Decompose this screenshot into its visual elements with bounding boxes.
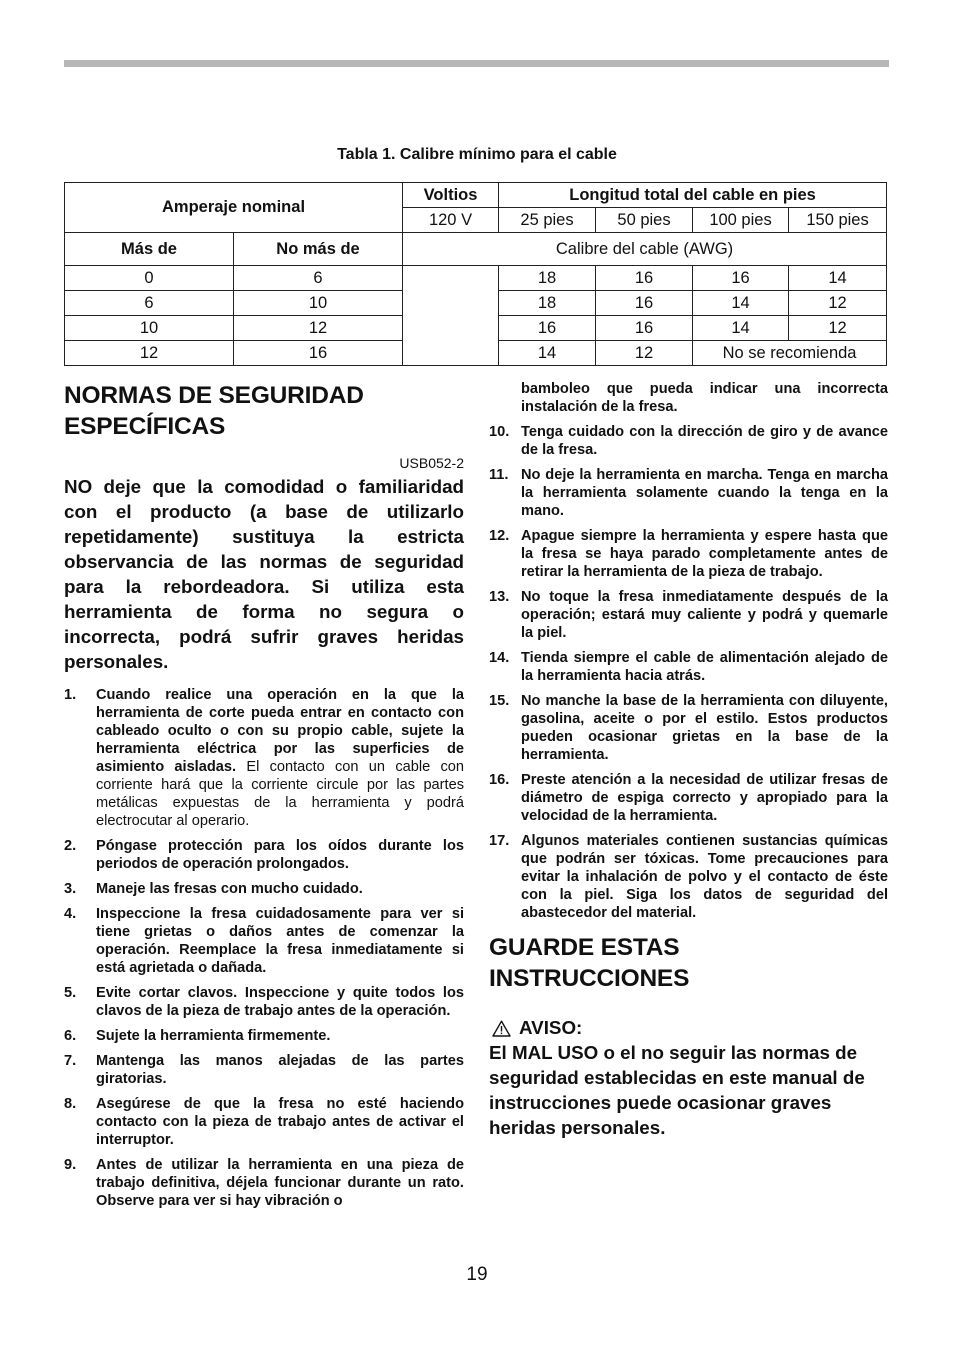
cell-nomas: 6 — [234, 266, 403, 291]
cell-gauge: 12 — [596, 341, 693, 366]
cell-mas: 10 — [65, 316, 234, 341]
header-amperaje: Amperaje nominal — [65, 183, 403, 233]
list-item: 10. Tenga cuidado con la dirección de giro y de avance de la fresa. — [489, 424, 888, 458]
cell-mas: 12 — [65, 341, 234, 366]
list-item: 9. Antes de utilizar la herramienta en una pieza de trabajo definitiva, déjela funcionar durante un rato. Observe para ver si hay vibración o — [64, 1157, 464, 1209]
cell-gauge: 14 — [789, 266, 887, 291]
aviso-label: AVISO: — [519, 1017, 583, 1038]
header-length: 50 pies — [596, 208, 693, 233]
header-calibre: Calibre del cable (AWG) — [403, 233, 887, 266]
cell-gauge: 14 — [499, 341, 596, 366]
list-item: 2. Póngase protección para los oídos durante los periodos de operación prolongados. — [64, 838, 464, 872]
list-item: 4. Inspeccione la fresa cuidadosamente para ver si tiene grietas o daños antes de comenzar la operación. Reemplace la fresa inmediatamente si está agrietada o dañada. — [64, 906, 464, 976]
list-item: 7. Mantenga las manos alejadas de las partes giratorias. — [64, 1053, 464, 1087]
left-column — [64, 380, 464, 1217]
list-item: 1. Cuando realice una operación en la que la herramienta de corte pueda entrar en contacto con cableado oculto o con su propio cable, sujete la herramienta eléctrica por las superficies de asimiento aisladas. El contacto con un cable con corriente hará que la corriente circule por las partes metálicas expuestas de la herramienta y podrá electrocutar al operario. — [64, 687, 465, 829]
safety-list-left — [64, 686, 464, 1210]
cell-gauge: 16 — [596, 266, 693, 291]
section-title-normas: NORMAS DE SEGURIDAD ESPECÍFICAS — [64, 382, 364, 440]
cell-nomas: 10 — [234, 291, 403, 316]
cell-gauge: 16 — [596, 291, 693, 316]
header-no-mas-de: No más de — [234, 233, 403, 266]
cell-gauge: 12 — [789, 291, 887, 316]
cell-gauge: 16 — [693, 266, 789, 291]
list-item-9-continued: bamboleo que pueda indicar una incorrecta instalación de la fresa. — [521, 381, 888, 415]
cell-gauge: 14 — [693, 316, 789, 341]
cell-gauge: 16 — [596, 316, 693, 341]
header-length: 150 pies — [789, 208, 887, 233]
cell-nomas: 16 — [234, 341, 403, 366]
cell-gauge: 18 — [499, 291, 596, 316]
cell-nomas: 12 — [234, 316, 403, 341]
cell-blank — [403, 266, 499, 366]
list-item: 11. No deje la herramienta en marcha. Tenga en marcha la herramienta solamente cuando la tenga en la mano. — [489, 467, 888, 519]
section-title-guarde: GUARDE ESTAS INSTRUCCIONES — [489, 934, 690, 992]
cell-gauge: 16 — [499, 316, 596, 341]
warning-triangle-icon — [492, 1020, 511, 1037]
cell-not-recommended: No se recomienda — [693, 341, 887, 366]
list-item: 6. Sujete la herramienta firmemente. — [64, 1028, 331, 1044]
header-voltage: 120 V — [403, 208, 499, 233]
top-rule — [64, 60, 889, 67]
list-item: 5. Evite cortar clavos. Inspeccione y quite todos los clavos de la pieza de trabajo antes de la operación. — [64, 985, 464, 1019]
cell-mas: 0 — [65, 266, 234, 291]
table-row — [65, 266, 887, 291]
cell-gauge: 18 — [499, 266, 596, 291]
page-number: 19 — [466, 1264, 488, 1285]
header-longitud: Longitud total del cable en pies — [499, 183, 887, 208]
cell-gauge: 14 — [693, 291, 789, 316]
table-title: Tabla 1. Calibre mínimo para el cable — [337, 146, 617, 163]
list-item: 3. Maneje las fresas con mucho cuidado. — [64, 881, 363, 897]
cell-mas: 6 — [65, 291, 234, 316]
header-length: 100 pies — [693, 208, 789, 233]
cell-gauge: 12 — [789, 316, 887, 341]
list-item: 12. Apague siempre la herramienta y espere hasta que la fresa se haya parado completamente antes de retirar la herramienta de la pieza de trabajo. — [489, 528, 888, 580]
aviso-text: El MAL USO o el no seguir las normas de seguridad establecidas en este manual de instrucciones puede ocasionar graves heridas personales. — [489, 1042, 865, 1138]
list-item: 13. No toque la fresa inmediatamente después de la operación; estará muy caliente y podrá y quemarle la piel. — [489, 589, 888, 641]
header-mas-de: Más de — [65, 233, 234, 266]
safety-list-right — [489, 423, 888, 922]
list-item: 14. Tienda siempre el cable de alimentación alejado de la herramienta hacia atrás. — [489, 650, 888, 684]
aviso-heading — [489, 1016, 888, 1040]
header-voltios: Voltios — [403, 183, 499, 208]
list-item: 17. Algunos materiales contienen sustancias químicas que podrán ser tóxicas. Tome precauciones para evitar la inhalación de polvo y el contacto de éste con la piel. Siga los datos de seguridad del abastecedor del material. — [489, 833, 888, 921]
list-item: 8. Asegúrese de que la fresa no esté haciendo contacto con la pieza de trabajo antes de activar el interruptor. — [64, 1096, 464, 1148]
document-code: USB052-2 — [399, 455, 464, 471]
cable-gauge-table — [64, 182, 887, 366]
lead-warning: NO deje que la comodidad o familiaridad con el producto (a base de utilizarlo repetidamente) sustituya la estricta observancia de las normas de seguridad para la rebordeadora. Si utiliza esta herramienta de forma no segura o incorrecta, podrá sufrir graves heridas personales. — [64, 476, 464, 672]
header-length: 25 pies — [499, 208, 596, 233]
list-item: 15. No manche la base de la herramienta con diluyente, gasolina, aceite o por el estilo. Estos productos pueden ocasionar grietas en la base de la herramienta. — [489, 693, 888, 763]
list-item: 16. Preste atención a la necesidad de utilizar fresas de diámetro de espiga correcto y apropiado para la velocidad de la herramienta. — [489, 772, 888, 824]
right-column — [489, 380, 888, 1140]
